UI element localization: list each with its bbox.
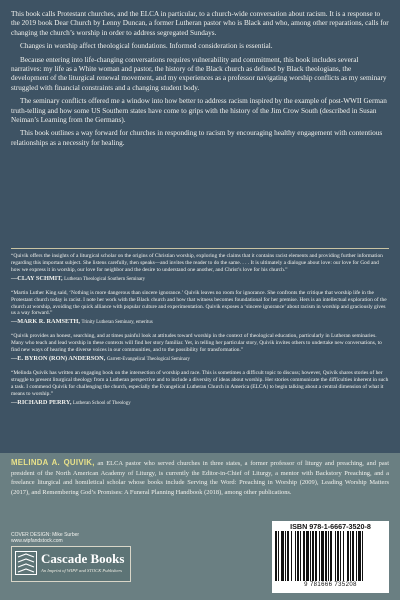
barcode-icon — [274, 531, 387, 581]
description-paragraph: Changes in worship affect theological foundations. Informed consideration is essential. — [20, 42, 273, 51]
barcode-bar — [343, 531, 344, 581]
credits — [11, 532, 79, 545]
publisher-name: Cascade Books — [41, 551, 125, 566]
barcode-bar — [321, 531, 324, 581]
endorsement — [11, 290, 389, 328]
endorser-affiliation: Garrett-Evangelical Theological Seminary — [106, 357, 190, 363]
barcode-bar — [275, 531, 277, 581]
barcode-bar — [285, 531, 286, 581]
barcode-bar — [352, 531, 354, 581]
endorsement — [11, 253, 389, 284]
publisher-imprint: An Imprint of WIPF and STOCK Publishers — [41, 568, 123, 573]
barcode-bar — [291, 531, 292, 581]
description-paragraph: Because entering into life-changing conversations requires vulnerability and commitment, this book includes several narratives: my life as a White woman and pastor, the history of the Black church as defined by Black theologians, the development of the liturgical renewal movement, and my experiences as a professor navigating worship conflicts as my seminary struggled with financial constraints and a changing student body. — [11, 55, 387, 92]
endorsement — [11, 333, 389, 364]
endorsement-attribution — [11, 355, 389, 364]
barcode-bar — [312, 531, 314, 581]
barcode-bar — [306, 531, 309, 581]
barcode-bar — [356, 531, 357, 581]
barcode-bar — [303, 531, 305, 581]
endorser-name: —RICHARD PERRY, — [11, 398, 72, 406]
barcode-bar — [358, 531, 361, 581]
endorsement — [11, 370, 389, 408]
endorsement-quote: “Melinda Quivik has written an engaging book on the intersection of worship and race. This is sometimes a difficult topic to discuss; however, Quivik shares stories of her struggle to present liturgical theology from a Lutheran perspective and to include a diversity of ideas about worship. Her stories communicate the difficulties inherent in such a task. I commend Quivik for challenging the church, especially the Evangelical Lutheran Church in America (ELCA) to begin talking about a central dimension of what it means to worship.” — [11, 370, 389, 397]
barcode-bar — [278, 531, 279, 581]
divider — [11, 248, 389, 249]
barcode-bar — [287, 531, 289, 581]
endorsement-attribution — [11, 275, 389, 284]
isbn-barcode — [272, 521, 389, 593]
author-bio-text: an ELCA pastor who served churches in three states, a former professor of liturgy and preaching, and past president of the North American Academy of Liturgy, is currently the Editor-in-Chief of Liturgy, a mentor with Backstory Preaching, and a freelance liturgical and homiletical scholar whose books include Serving the Word: Preaching in Worship (2009), Leading Worship Matters (2017), and Remembering God’s Promises: A Funeral Planning Handbook (2018), among other publications. — [11, 460, 390, 496]
endorser-name: —E. BYRON (RON) ANDERSON, — [11, 355, 106, 363]
publisher-logo — [11, 546, 131, 582]
description-paragraph: This book calls Protestant churches, and the ELCA in particular, to a church-wide conversation about racism. It is a response to the 2019 book Dear Church by Lenny Duncan, a former Lutheran pastor who is Black and who, among other reparations, calls for changing the church’s worship in order to address segregated Sundays. — [11, 10, 389, 37]
barcode-bar — [281, 531, 284, 581]
barcode-bar — [330, 531, 332, 581]
endorser-affiliation: Lutheran Theological Southern Seminary — [64, 276, 146, 282]
barcode-bar — [337, 531, 339, 581]
endorsement-quote: “Quivik provides an honest, searching, and at times painful look at attitudes toward worship in the context of theological education, particularly in Lutheran seminaries. Many who teach and lead worship in these contexts will find her story familiar. Yet, in telling her particular story, Quivik invites others to undertake new conversations, to find new ways of hearing the diverse voices in our communities, and to the possibility for transformation.” — [11, 333, 382, 354]
endorser-name: —MARK R. RAMSETH, — [11, 318, 80, 326]
barcode-bar — [362, 531, 363, 581]
publisher-website: www.wipfandstock.com — [11, 538, 63, 545]
description-paragraph: The seminary conflicts offered me a window into how better to address racism inspired by the example of post-WWII German truth-telling and how some US Southern states have come to grips with the history of the Jim Crow South (described in Susan Neiman’s Learning from the Germans). — [11, 97, 387, 125]
barcode-bar — [347, 531, 349, 581]
endorsement-quote: “Quivik offers the insights of a liturgical scholar on the origins of Christian worship, exploring the claims that it contains racist elements and providing further information regarding this important subject. She listens carefully, then speaks—and invites the reader to do the same. . . . It is ultimately a dialogue about love: our love for God and how we express it in worship, our love for neighbor and the desire to understand one another, and Christ’s love for his church.” — [11, 253, 383, 273]
endorser-affiliation: Trinity Lutheran Seminary, emeritus — [81, 320, 153, 326]
barcode-bar — [350, 531, 351, 581]
barcode-bar — [297, 531, 299, 581]
endorsement-attribution — [11, 399, 389, 408]
barcode-bar — [315, 531, 317, 581]
endorser-name: —CLAY SCHMIT, — [11, 274, 63, 282]
endorsement-quote: “Martin Luther King said, ‘Nothing is more dangerous than sincere ignorance.’ Quivik leaves no room for ignorance. She confronts the critique that worship life in the Protestant church today is racist. I note her work with the Black church and how that witness becomes foundational for her premise. Hers is an intellectual exploration of the church at worship, avoiding the quick alliance with popular culture and experimentation. Quivik exposes a ‘sincere ignorance’ about racism in worship and graciously gives us a way forward.” — [11, 289, 387, 317]
barcode-bar — [310, 531, 311, 581]
barcode-bar — [335, 531, 336, 581]
barcode-bar — [300, 531, 301, 581]
endorsement-attribution — [11, 318, 389, 327]
description-paragraph: This book outlines a way forward for churches in responding to racism by encouraging healthy engagement with contentious relationships as a necessity for healing. — [11, 129, 383, 147]
barcode-bar — [328, 531, 329, 581]
book-description — [11, 10, 389, 152]
endorsements — [11, 253, 389, 414]
cascade-emblem-icon — [15, 551, 37, 575]
isbn-label: ISBN 978-1-6667-3520-8 — [290, 522, 371, 531]
barcode-number: 9 781666 735208 — [304, 582, 357, 588]
endorser-affiliation: Lutheran School of Theology — [73, 400, 131, 406]
barcode-bar — [340, 531, 341, 581]
author-name: MELINDA A. QUIVIK, — [11, 458, 95, 467]
barcode-bar — [325, 531, 327, 581]
author-bio — [11, 458, 389, 497]
barcode-bar — [319, 531, 320, 581]
barcode-bar — [295, 531, 296, 581]
cover-design-credit: COVER DESIGN: Mike Surber — [11, 532, 80, 538]
